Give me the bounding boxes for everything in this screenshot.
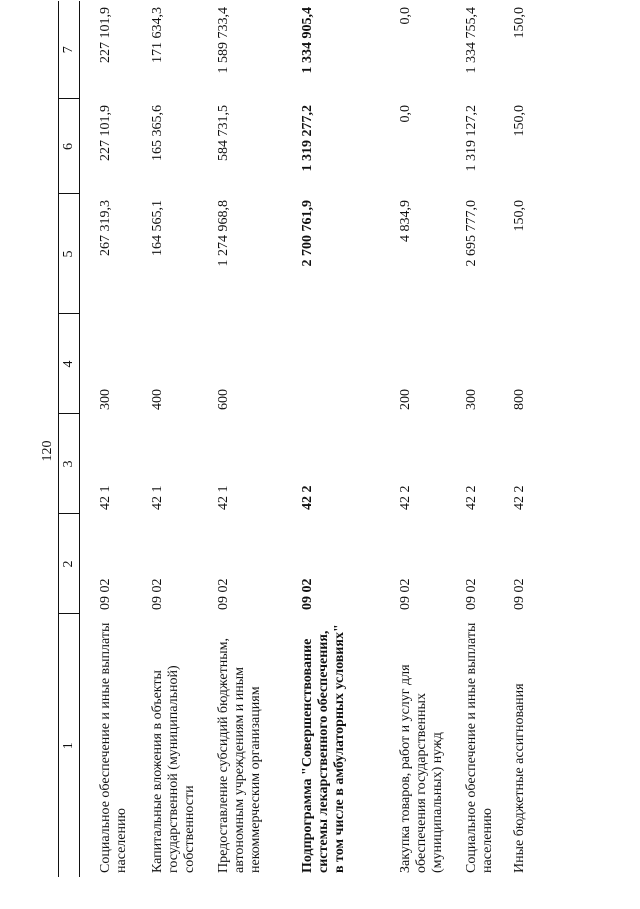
- header-col-1: 1: [59, 614, 80, 877]
- row-type: [288, 314, 386, 414]
- table-row: [80, 1, 139, 877]
- row-target: 42 2: [512, 485, 527, 510]
- row-type: 400: [150, 389, 165, 410]
- page-number: 120: [40, 440, 55, 462]
- row-name: Капитальные вложения в объекты государственной (муниципальной) собственности: [150, 665, 197, 873]
- row-section: 09 02: [464, 578, 479, 610]
- row-type: 300: [464, 389, 479, 410]
- row-value-7: 1 334 905,4: [300, 7, 315, 74]
- row-name: Иные бюджетные ассигнования: [512, 683, 527, 873]
- row-type: 800: [512, 389, 527, 410]
- row-name: Социальное обеспечение и иные выплаты населению: [98, 622, 129, 873]
- row-section: 09 02: [216, 578, 231, 610]
- budget-table: [58, 1, 532, 877]
- row-value-5: 4 834,9: [398, 200, 413, 242]
- row-target: 42 1: [98, 485, 113, 510]
- row-type: 600: [216, 389, 231, 410]
- row-value-6: 150,0: [512, 105, 527, 137]
- table-row: [452, 1, 500, 877]
- row-section: 09 02: [150, 578, 165, 610]
- header-row: [59, 1, 80, 877]
- header-col-3: 3: [59, 414, 80, 514]
- row-target: 42 2: [464, 485, 479, 510]
- table-row: [138, 1, 204, 877]
- row-value-6: 1 319 127,2: [464, 105, 479, 172]
- row-section: 09 02: [512, 578, 527, 610]
- row-target: 42 1: [216, 485, 231, 510]
- header-col-5: 5: [59, 194, 80, 314]
- row-value-6: 584 731,5: [216, 105, 231, 161]
- row-section: 09 02: [300, 578, 315, 610]
- row-value-6: 227 101,9: [98, 105, 113, 161]
- row-target: 42 2: [398, 485, 413, 510]
- row-value-5: 2 695 777,0: [464, 200, 479, 267]
- row-type: 300: [98, 389, 113, 410]
- row-value-7: 171 634,3: [150, 7, 165, 63]
- row-section: 09 02: [398, 578, 413, 610]
- row-value-5: 1 274 968,8: [216, 200, 231, 267]
- header-col-4: 4: [59, 314, 80, 414]
- row-section: 09 02: [98, 578, 113, 610]
- row-name: Предоставление субсидий бюджетным, автономным учреждениям и иным некоммерческим организациям: [216, 637, 263, 873]
- table-row-subprogram: [288, 1, 386, 877]
- row-value-7: 1 589 733,4: [216, 7, 231, 74]
- row-value-7: 227 101,9: [98, 7, 113, 63]
- row-target: 42 2: [300, 485, 315, 510]
- row-value-7: 1 334 755,4: [464, 7, 479, 74]
- table-row: [204, 1, 288, 877]
- row-value-5: 2 700 761,9: [300, 200, 315, 267]
- row-value-6: 165 365,6: [150, 105, 165, 161]
- row-target: 42 1: [150, 485, 165, 510]
- row-type: 200: [398, 389, 413, 410]
- row-value-5: 150,0: [512, 200, 527, 232]
- row-value-5: 164 565,1: [150, 200, 165, 256]
- row-value-7: 0,0: [398, 7, 413, 25]
- header-col-2: 2: [59, 514, 80, 614]
- header-col-6: 6: [59, 99, 80, 194]
- row-name: Социальное обеспечение и иные выплаты населению: [464, 622, 495, 873]
- row-value-7: 150,0: [512, 7, 527, 39]
- table-row: [500, 1, 532, 877]
- row-value-5: 267 319,3: [98, 200, 113, 256]
- header-col-7: 7: [59, 1, 80, 99]
- row-value-6: 1 319 277,2: [300, 105, 315, 172]
- row-value-6: 0,0: [398, 105, 413, 123]
- row-name: Закупка товаров, работ и услуг для обеспечения государственных (муниципальных) нужд: [398, 664, 445, 873]
- table-row: [386, 1, 452, 877]
- row-name: Подпрограмма "Совершенствование системы лекарственного обеспечения, в том числе в амбулаторных условиях": [300, 624, 347, 873]
